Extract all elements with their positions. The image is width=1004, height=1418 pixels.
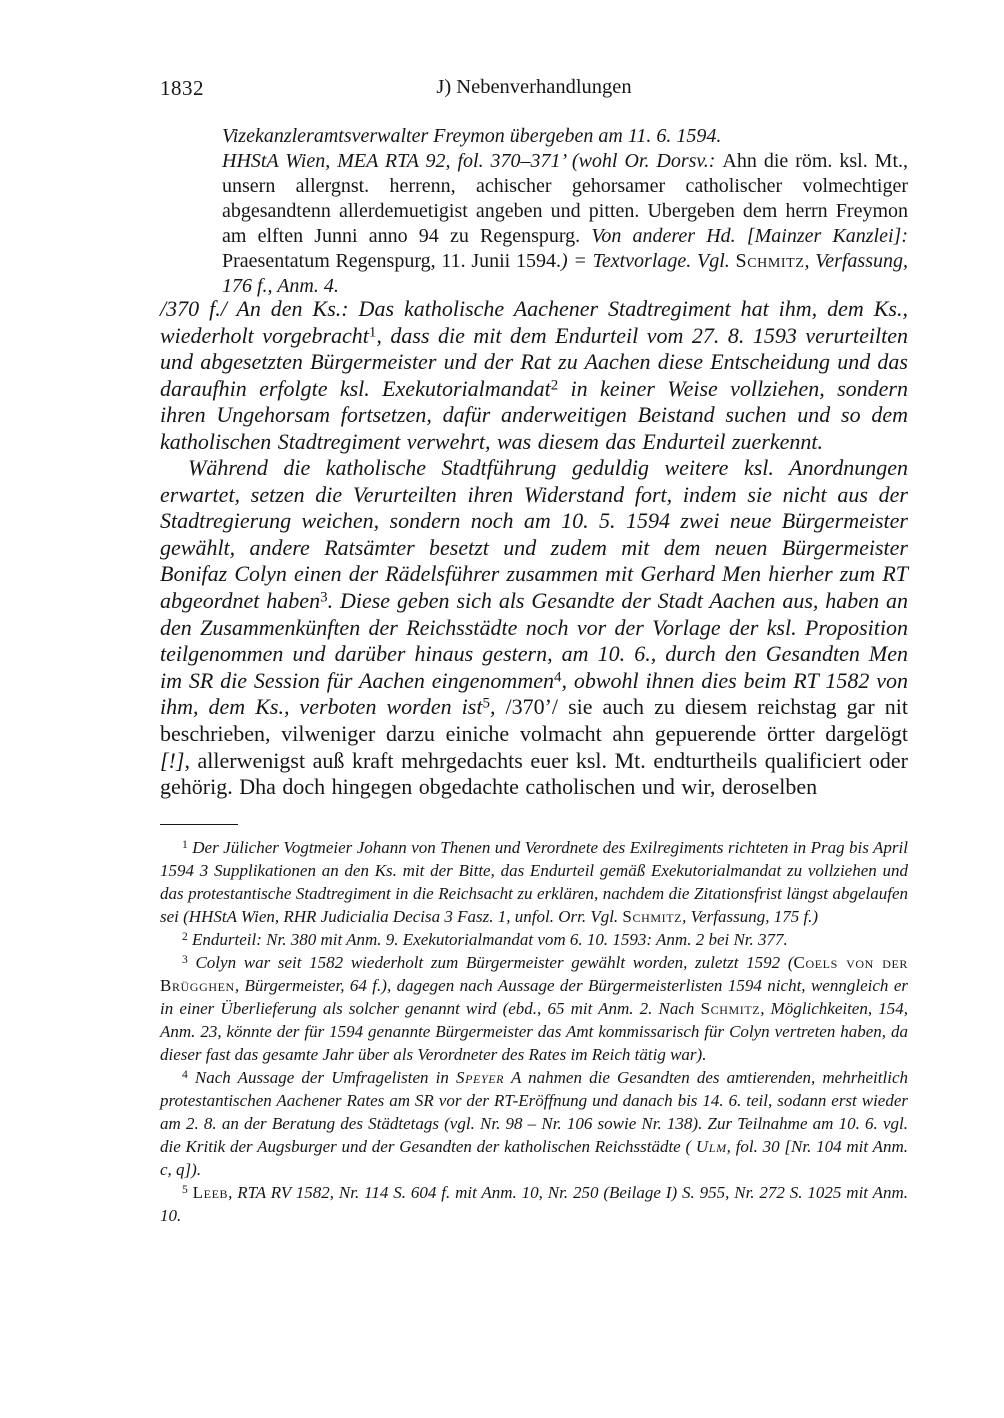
footnote-marker: 3 xyxy=(320,589,328,606)
text-segment: /370’/ sie auch zu diesem reichstag gar nit beschrieben, vilweniger darzu einiche volmacht ahn gepuerende örtter dargelögt xyxy=(160,694,908,746)
text-segment: HHStA Wien, MEA RTA 92, fol. 370–371’ (wohl Or. Dorsv.: xyxy=(222,150,723,172)
footnote-2 xyxy=(160,928,908,951)
footnote-marker: 5 xyxy=(182,1182,188,1196)
text-segment: Von anderer Hd. [Mainzer Kanzlei]: xyxy=(591,225,908,247)
text-segment: Schmitz xyxy=(622,907,683,926)
text-segment: A nahmen die Gesandten des amtierenden, mehrheitlich protestantischen Aachener Rates am SR vor der RT-Eröffnung und danach bis 14. 6. teil, sodann erst wieder am 2. 8. an der Beratung des Städtetags (vgl. Nr. 98 – Nr. 106 sowie Nr. 138). Zur Teilnahme am 10. 6. vgl. die Kritik der Augsburger und der Gesandten der katholischen Reichsstädte ( xyxy=(160,1068,908,1156)
text-segment: , obwohl ihnen dies beim RT 1582 von ihm, dem Ks., verboten worden ist xyxy=(160,667,908,720)
body-paragraph-summary xyxy=(160,296,908,456)
footnote-marker: 2 xyxy=(182,929,188,943)
text-segment: ) = Textvorlage. Vgl. xyxy=(560,250,736,272)
text-segment: , dass die mit dem Endurteil vom 27. 8. 1593 verurteilten und abgesetzten Bürgermeister und der Rat zu Aachen diese Entscheidung und das daraufhin erfolgte ksl. Exekutorialmandat xyxy=(160,322,908,401)
text-segment: , allerwenigst auß kraft mehrgedachts euer ksl. Mt. endturtheils qualificiert oder gehörig. Dha doch hingegen obgedachte catholischen und wir, deroselben xyxy=(160,747,908,800)
page-header xyxy=(160,76,908,102)
text-segment: Schmitz xyxy=(700,999,761,1018)
text-segment: Schmitz xyxy=(735,250,805,272)
text-segment: Vizekanzleramtsverwalter Freymon übergeben am 11. 6. 1594. xyxy=(222,125,722,147)
text-segment: /370 f./ An den Ks.: Das katholische Aachener Stadtregiment hat ihm, dem Ks., wiederholt vorgebracht xyxy=(160,296,908,348)
text-segment: , xyxy=(489,694,506,720)
text-segment: [!] xyxy=(160,747,185,773)
text-segment: Coels von der Brügghen xyxy=(160,953,908,995)
text-segment: Leeb xyxy=(192,1183,229,1202)
footnote-marker: 1 xyxy=(182,837,188,851)
text-segment: Colyn war seit 1582 wiederholt zum Bürgermeister gewählt worden, zuletzt 1592 ( xyxy=(187,953,794,972)
footnote-marker: 5 xyxy=(482,695,490,712)
footnote-marker: 2 xyxy=(550,377,559,394)
text-segment: . Diese geben sich als Gesandte der Stadt Aachen aus, haben an den Zusammenkünften der Reichsstädte noch vor der Vorlage der ksl. Proposition teilgenommen und darüber hinaus gestern, am 10. 6., durch den Gesandten Men im SR die Session für Aachen eingenommen xyxy=(160,587,908,693)
footnote-4 xyxy=(160,1066,908,1181)
text-segment: Nach Aussage der Umfragelisten in xyxy=(187,1068,456,1087)
text-segment: Speyer xyxy=(456,1068,505,1087)
footnote-marker: 4 xyxy=(553,669,562,686)
footnote-5 xyxy=(160,1181,908,1227)
text-segment: Ulm xyxy=(695,1137,727,1156)
running-head: J) Nebenverhandlungen xyxy=(436,76,632,98)
page-number: 1832 xyxy=(160,76,204,100)
text-segment: , Verfassung, 176 f., Anm. 4. xyxy=(222,250,908,297)
body-paragraph-narrative xyxy=(160,455,908,801)
text-segment: , Verfassung, 175 f.) xyxy=(682,907,819,926)
text-segment: Ahn die röm. ksl. Mt., unsern allergnst. herrenn, achischer gehorsamer catholischer volmechtiger abgesandtenn allerdemuetigist angeben und pitten. Ubergeben dem herrn Freymon am elften Junni anno 94 zu Regenspurg. xyxy=(222,150,908,247)
text-segment: , Bürgermeister, 64 f.), dagegen nach Aussage der Bürgermeisterlisten 1594 nicht, wenngleich er in einer Überlieferung als solcher genannt wird (ebd., 65 mit Anm. 2. Nach xyxy=(160,976,908,1018)
footnote-marker: 4 xyxy=(182,1067,188,1081)
text-segment: Während die katholische Stadtführung geduldig weitere ksl. Anordnungen erwartet, setzen die Verurteilten ihren Widerstand fort, indem sie nicht aus der Stadtregierung weichen, sondern noch am 10. 5. 1594 zwei neue Bürgermeister gewählt, andere Ratsämter besetzt und zudem mit dem neuen Bürgermeister Bonifaz Colyn einen der Rädelsführer zusammen mit Gerhard Men hierher zum RT abgeordnet haben xyxy=(160,455,908,613)
footnote-1 xyxy=(160,836,908,928)
text-segment: Der Jülicher Vogtmeier Johann von Thenen und Verordnete des Exilregiments richteten in Prag bis April 1594 3 Supplikationen an den Ks. mit der Bitte, das Endurteil gemäß Exekutorialmandat zu vollziehen und das protestantische Stadtregiment in die Reichsacht zu erklären, nachdem die Zitationsfrist längst abgelaufen sei (HHStA Wien, RHR Judicialia Decisa 3 Fasz. 1, unfol. Orr. Vgl. xyxy=(160,838,908,926)
text-segment: , RTA RV 1582, Nr. 114 S. 604 f. mit Anm. 10, Nr. 250 (Beilage I) S. 955, Nr. 272 S. 1025 mit Anm. 10. xyxy=(160,1183,908,1225)
text-segment: Praesentatum Regenspurg, 11. Junii 1594. xyxy=(222,250,561,272)
footnote-separator-rule xyxy=(160,824,238,825)
source-note xyxy=(222,124,908,299)
text-segment: , fol. 30 [Nr. 104 mit Anm. c, q]). xyxy=(160,1137,908,1179)
footnotes-section xyxy=(160,836,908,1227)
footnote-marker: 1 xyxy=(368,323,377,340)
text-segment: , Möglichkeiten, 154, Anm. 23, könnte der für 1594 genannte Bürgermeister das Amt kommissarisch für Colyn vertreten haben, da dieser fast das gesamte Jahr über als Verordneter des Rates im Reich tätig war). xyxy=(160,999,908,1064)
footnote-3 xyxy=(160,951,908,1066)
text-segment: Endurteil: Nr. 380 mit Anm. 9. Exekutorialmandat vom 6. 10. 1593: Anm. 2 bei Nr. 377. xyxy=(187,930,788,949)
footnote-marker: 3 xyxy=(182,952,188,966)
text-segment: in keiner Weise vollziehen, sondern ihren Ungehorsam fortsetzen, dafür anderweitigen Beistand suchen und so dem katholischen Stadtregiment verwehrt, was diesem das Endurteil zuerkennt. xyxy=(160,375,908,454)
